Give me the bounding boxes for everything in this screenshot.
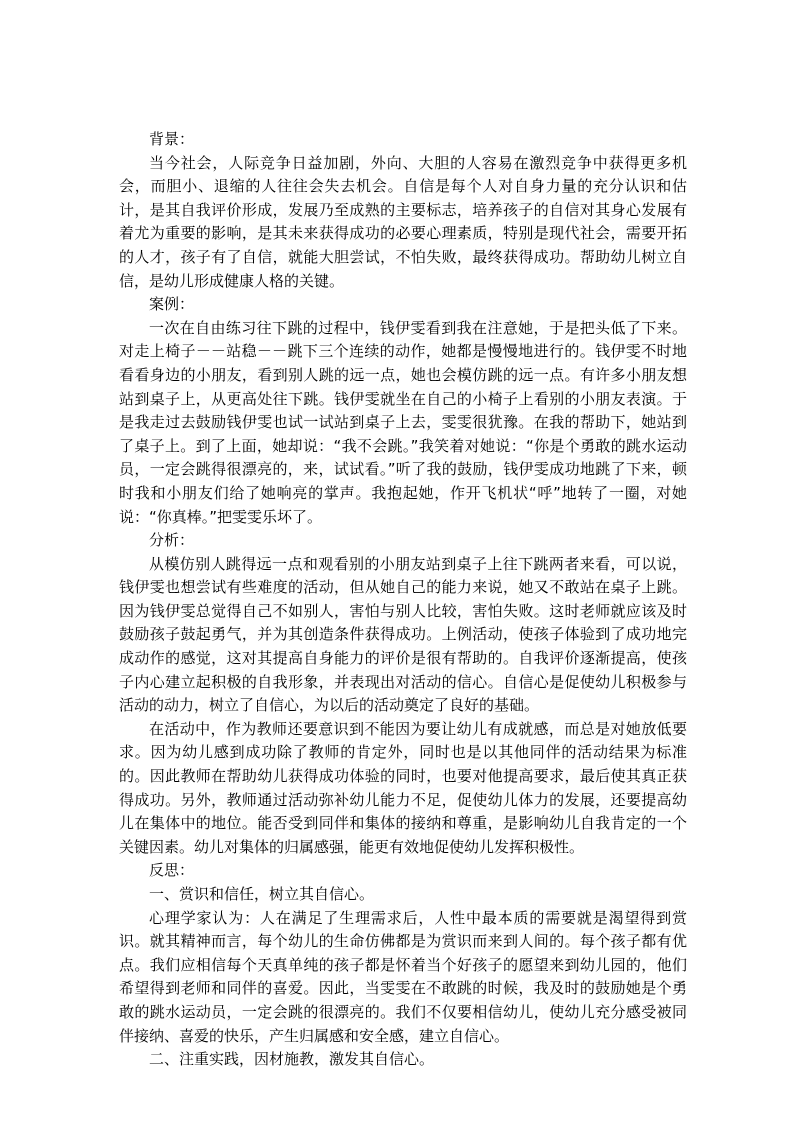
- section-heading-case: 案例：: [149, 295, 195, 314]
- subheading-appreciation: 一、赏识和信任，树立其自信心。: [149, 885, 375, 903]
- paragraph-case: 一次在自由练习往下跳的过程中，钱伊雯看到我在注意她，于是把头低了下来。对走上椅子－－站稳－－跳下三个连续的动作，她都是慢慢地进行的。钱伊雯不时地看看身边的小朋友，看到别人跳的远一点，她也会模仿跳的远一点。有许多小朋友想站到桌子上，从更高处往下跳。钱伊雯就坐在自己的小椅子上看别的小朋友表演。于是我走过去鼓励钱伊雯也试一试站到桌子上去，雯雯很犹豫。在我的帮助下，她站到了桌子上。到了上面，她却说：“我不会跳。”我笑着对她说：“你是个勇敢的跳水运动员，一定会跳得很漂亮的，来，试试看。”听了我的鼓励，钱伊雯成功地跳了下来，顿时我和小朋友们给了她响亮的掌声。我抱起她，作开飞机状“呼”地转了一圈，对她说：“你真棒。”把雯雯乐坏了。: [119, 318, 687, 526]
- subheading-practice: 二、注重实践，因材施教，激发其自信心。: [149, 1050, 435, 1069]
- document-body: [119, 128, 687, 1072]
- section-heading-reflection: 反思：: [149, 861, 195, 880]
- section-heading-background: 背景：: [149, 130, 195, 148]
- paragraph-analysis-2: 在活动中，作为教师还要意识到不能因为要让幼儿有成就感，而总是对她放低要求。因为幼儿感到成功除了教师的肯定外，同时也是以其他同伴的活动结果为标准的。因此教师在帮助幼儿获得成功体验的同时，也要对他提高要求，最后使其真正获得成功。另外，教师通过活动弥补幼儿能力不足，促使幼儿体力的发展，还要提高幼儿在集体中的地位。能否受到同伴和集体的接纳和尊重，是影响幼儿自我肯定的一个关键因素。幼儿对集体的归属感强，能更有效地促使幼儿发挥积极性。: [119, 719, 687, 856]
- paragraph-reflection-1: 心理学家认为：人在满足了生理需求后，人性中最本质的需要就是渴望得到赏识。就其精神而言，每个幼儿的生命仿佛都是为赏识而来到人间的。每个孩子都有优点。我们应相信每个天真单纯的孩子都是怀着当个好孩子的愿望来到幼儿园的，他们希望得到老师和同伴的喜爱。因此，当雯雯在不敢跳的时候，我及时的鼓励她是个勇敢的跳水运动员，一定会跳的很漂亮的。我们不仅要相信幼儿，使幼儿充分感受被同伴接纳、喜爱的快乐，产生归属感和安全感，建立自信心。: [119, 908, 687, 1045]
- section-heading-analysis: 分析：: [149, 531, 195, 550]
- paragraph-analysis-1: 从模仿别人跳得远一点和观看别的小朋友站到桌子上往下跳两者来看，可以说，钱伊雯也想尝试有些难度的活动，但从她自己的能力来说，她又不敢站在桌子上跳。因为钱伊雯总觉得自己不如别人，害怕与别人比较，害怕失败。这时老师就应该及时鼓励孩子鼓起勇气，并为其创造条件获得成功。上例活动，使孩子体验到了成功地完成动作的感觉，这对其提高自身能力的评价是很有帮助的。自我评价逐渐提高，使孩子内心建立起积极的自我形象，并表现出对活动的信心。自信心是促使幼儿积极参与活动的动力，树立了自信心，为以后的活动奠定了良好的基础。: [119, 554, 687, 715]
- paragraph-background: 当今社会，人际竞争日益加剧，外向、大胆的人容易在激烈竞争中获得更多机会，而胆小、退缩的人往往会失去机会。自信是每个人对自身力量的充分认识和估计，是其自我评价形成，发展乃至成熟的主要标志，培养孩子的自信对其身心发展有着尤为重要的影响，是其未来获得成功的必要心理素质，特别是现代社会，需要开拓的人才，孩子有了自信，就能大胆尝试，不怕失败，最终获得成功。帮助幼儿树立自信，是幼儿形成健康人格的关键。: [119, 153, 687, 290]
